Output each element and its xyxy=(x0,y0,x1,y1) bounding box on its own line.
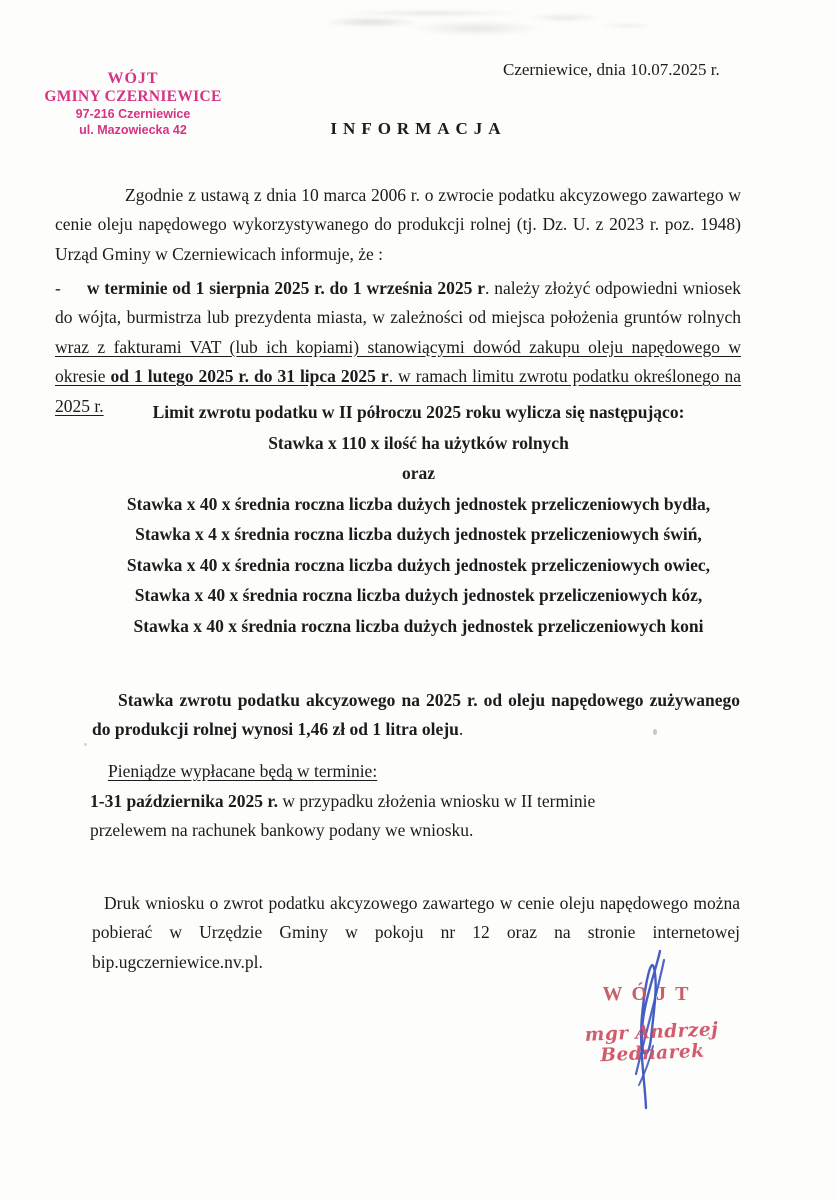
text-segment: w terminie od 1 sierpnia 2025 r. do 1 września 2025 r xyxy=(86,277,485,298)
text-segment: wraz z fakturami VAT (lub ich kopiami) stanowiącymi dowód zakupu oleju napędowego w okresie xyxy=(55,336,741,386)
text-segment: . w ramach limitu zwrotu podatku określonego na 2025 r. xyxy=(55,366,741,416)
text-line xyxy=(90,816,740,846)
scan-speck xyxy=(84,743,87,746)
text-line: Stawka x 40 x średnia roczna liczba dużych jednostek przeliczeniowych owiec, xyxy=(126,554,711,575)
text-segment: Pieniądze wypłacane będą w terminie: xyxy=(108,761,378,781)
text-segment: . xyxy=(458,719,464,739)
signature-name: mgr Andrzej Bednarek xyxy=(584,1019,719,1067)
text-segment: Stawka zwrotu podatku akcyzowego na 2025 r. od oleju napędowego zużywanego do produkcji rolnej wynosi 1,46 zł od 1 litra oleju xyxy=(92,689,740,739)
sender-stamp-postal: 97-216 Czerniewice xyxy=(75,107,191,122)
text-line: Stawka x 110 x ilość ha użytków rolnych xyxy=(268,432,569,453)
text-line xyxy=(90,757,740,787)
text-line: Limit zwrotu podatku w II półroczu 2025 roku wylicza się następująco: xyxy=(152,402,685,422)
bullet-marker: - xyxy=(55,277,61,298)
intro-paragraph xyxy=(55,181,741,270)
sender-stamp-title: WÓJT xyxy=(107,70,159,87)
text-segment: przelewem na rachunek bankowy podany we wniosku. xyxy=(90,820,474,840)
limit-formula-block xyxy=(0,397,837,641)
text-line xyxy=(90,787,740,817)
payment-paragraph xyxy=(90,757,740,846)
document-title: INFORMACJA xyxy=(330,119,507,138)
text-segment: Druk wniosku o zwrot podatku akcyzowego zawartego w cenie oleju napędowego można pobierać w Urzędzie Gminy w pokoju nr 12 oraz na stronie internetowej bip.ugczerniewice.nv.pl. xyxy=(92,892,740,972)
scan-smudge-artifact xyxy=(248,6,688,42)
text-line: oraz xyxy=(401,463,436,483)
text-line: Stawka x 40 x średnia roczna liczba dużych jednostek przeliczeniowych kóz, xyxy=(134,585,703,605)
rate-paragraph xyxy=(92,686,740,745)
sender-stamp-municipality: GMINY CZERNIEWICE xyxy=(44,88,222,106)
sender-stamp-street: ul. Mazowiecka 42 xyxy=(79,122,187,137)
text-segment: Zgodnie z ustawą z dnia 10 marca 2006 r. o zwrocie podatku akcyzowego zawartego w cenie oleju napędowego wykorzystywanego do produkcji rolnej (tj. Dz. U. z 2023 r. poz. 1948) Urząd Gminy w Czerniewicach informuje, że : xyxy=(55,184,741,264)
date-line: Czerniewice, dnia 10.07.2025 r. xyxy=(503,60,720,79)
signature-stamp-title: WÓJT xyxy=(602,983,698,1005)
text-segment: od 1 lutego 2025 r. do 31 lipca 2025 r xyxy=(110,366,389,386)
text-line: Stawka x 40 x średnia roczna liczba dużych jednostek przeliczeniowych koni xyxy=(133,615,704,636)
text-line: Stawka x 4 x średnia roczna liczba dużych jednostek przeliczeniowych świń, xyxy=(135,524,702,544)
text-segment: . należy złożyć odpowiedni wniosek do wójta, burmistrza lub prezydenta miasta, w zależności od miejsca położenia gruntów rolnych xyxy=(55,277,741,327)
text-segment: 1-31 października 2025 r. xyxy=(90,790,278,811)
text-segment: w przypadku złożenia wniosku w II terminie xyxy=(277,790,596,811)
text-line: Stawka x 40 x średnia roczna liczba dużych jednostek przeliczeniowych bydła, xyxy=(126,493,711,514)
